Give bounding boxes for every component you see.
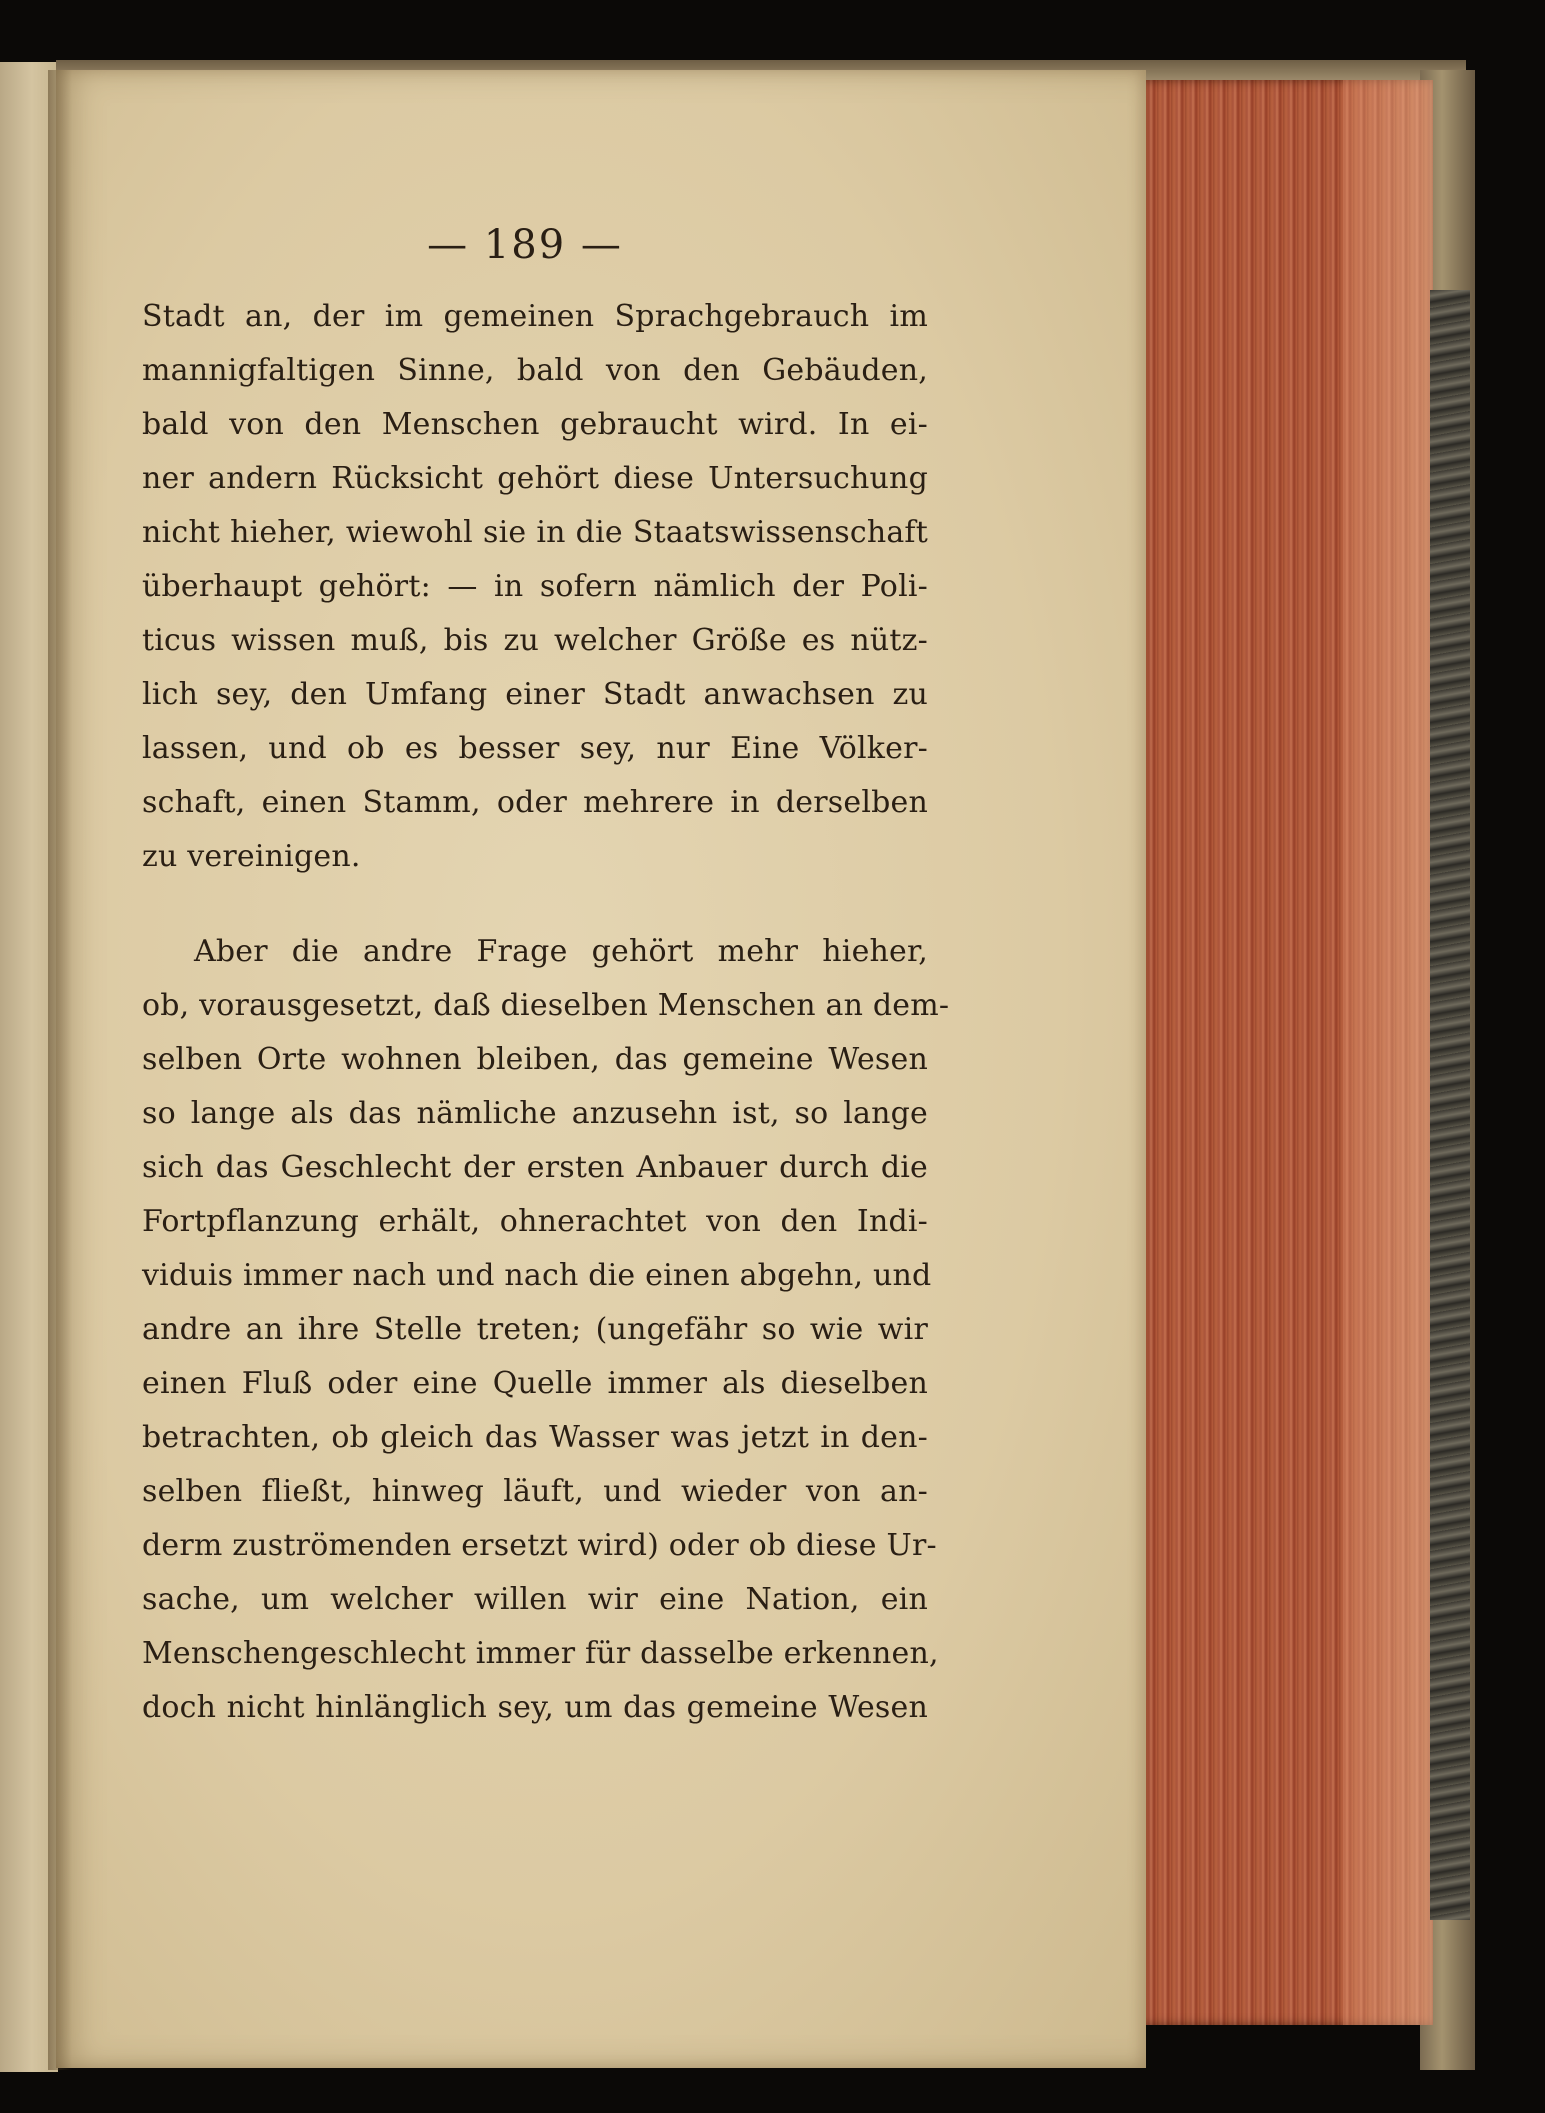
page-number: — 189 — (427, 222, 623, 268)
text-line: selben Orte wohnen bleiben, das gemeine Wesen (142, 1042, 928, 1077)
text-line: sich das Geschlecht der ersten Anbauer durch die (142, 1150, 928, 1185)
text-line: mannigfaltigen Sinne, bald von den Gebäuden, (142, 353, 928, 388)
text-line: lassen, und ob es besser sey, nur Eine Völker- (142, 731, 928, 766)
text-line: bald von den Menschen gebraucht wird. In ei- (142, 407, 928, 442)
page-gutter-shadow (48, 70, 72, 2070)
paragraph-1 (142, 290, 928, 884)
paragraph-2 (142, 925, 950, 1735)
text-line: einen Fluß oder eine Quelle immer als dieselben (142, 1366, 928, 1401)
page-edges-red (1143, 80, 1433, 2025)
text-line: Stadt an, der im gemeinen Sprachgebrauch im (142, 299, 928, 334)
text-line: ob, vorausgesetzt, daß dieselben Menschen an dem- (142, 988, 950, 1023)
text-line: andre an ihre Stelle treten; (ungefähr so wie wir (142, 1312, 928, 1347)
text-line: sache, um welcher willen wir eine Nation, ein (142, 1582, 928, 1617)
text-line: doch nicht hinlänglich sey, um das gemeine Wesen (142, 1690, 928, 1725)
text-line: überhaupt gehört: — in sofern nämlich der Poli- (142, 569, 928, 604)
text-line: derm zuströmenden ersetzt wird) oder ob diese Ur- (142, 1528, 937, 1563)
text-line: so lange als das nämliche anzusehn ist, so lange (142, 1096, 928, 1131)
text-line: zu vereinigen. (142, 839, 361, 874)
text-line: Menschengeschlecht immer für dasselbe erkennen, (142, 1636, 939, 1671)
text-line: ticus wissen muß, bis zu welcher Größe es nütz- (142, 623, 928, 658)
text-line: selben fließt, hinweg läuft, und wieder von an- (142, 1474, 928, 1509)
text-line: schaft, einen Stamm, oder mehrere in derselben (142, 785, 928, 820)
text-line: ner andern Rücksicht gehört diese Untersuchung (142, 461, 928, 496)
text-line: Fortpflanzung erhält, ohnerachtet von den Indi- (142, 1204, 928, 1239)
marbled-cover (1430, 290, 1470, 1920)
text-line: viduis immer nach und nach die einen abgehn, und (142, 1258, 932, 1293)
text-line: nicht hieher, wiewohl sie in die Staatswissenschaft (142, 515, 928, 550)
text-line: betrachten, ob gleich das Wasser was jetzt in den- (142, 1420, 928, 1455)
text-line: lich sey, den Umfang einer Stadt anwachsen zu (142, 677, 928, 712)
text-line: Aber die andre Frage gehört mehr hieher, (194, 934, 928, 969)
